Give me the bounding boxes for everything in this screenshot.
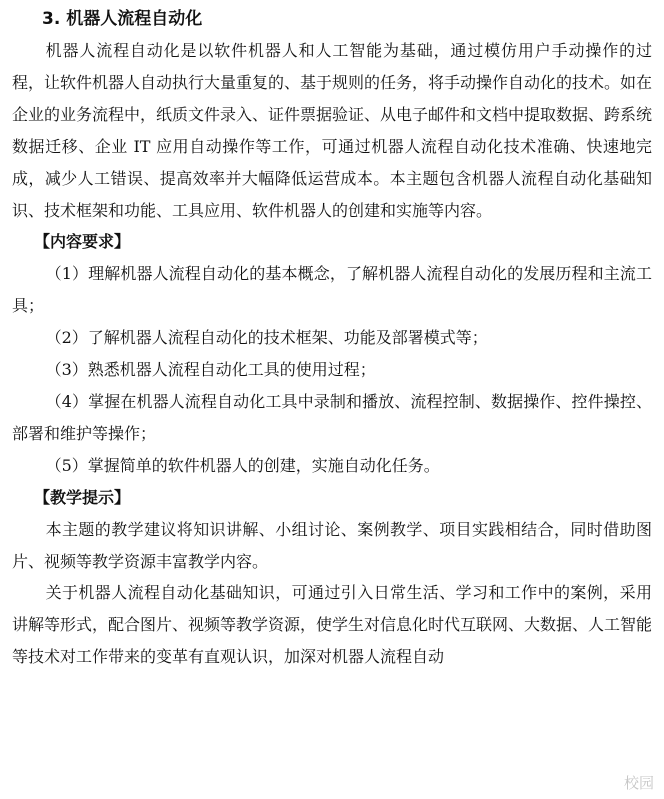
requirement-item-3: （3）熟悉机器人流程自动化工具的使用过程； xyxy=(45,360,376,380)
intro-paragraph: 机器人流程自动化是以软件机器人和人工智能为基础，通过模仿用户手动操作的过程，让软件机器人自动执行大量重复的、基于规则的任务，将手动操作自动化的技术。如在企业的业务流程中，纸质文件录入、证件票据验证、从电子邮件和文档中提取数据、跨系统数据迁移、企业 IT 应用自动操作等工作，可通过机器人流程自动化技术准确、快速地完成，减少人工错误、提高效率并大幅降低运营成本。本主题包含机器人流程自动化基础知识、技术框架和功能、工具应用、软件机器人的创建和实施等内容。 xyxy=(12,41,653,220)
requirements-title: 【内容要求】 xyxy=(34,232,131,252)
tips-paragraph-2: 关于机器人流程自动化基础知识，可通过引入日常生活、学习和工作中的案例，采用讲解等形式，配合图片、视频等教学资源，使学生对信息化时代互联网、大数据、人工智能等技术对工作带来的变革有直观认识，加深对机器人流程自动 xyxy=(12,583,653,667)
requirement-item-5: （5）掌握简单的软件机器人的创建，实施自动化任务。 xyxy=(45,455,440,475)
section-heading: 3. 机器人流程自动化 xyxy=(42,9,203,29)
requirement-item-1: （1）理解机器人流程自动化的基本概念，了解机器人流程自动化的发展历程和主流工具； xyxy=(12,264,652,316)
requirement-item-4: （4）掌握在机器人流程自动化工具中录制和播放、流程控制、数据操作、控件操控、部署和维护等操作； xyxy=(12,391,652,443)
requirement-item-2: （2）了解机器人流程自动化的技术框架、功能及部署模式等； xyxy=(45,328,488,348)
tips-title: 【教学提示】 xyxy=(34,487,131,507)
watermark: 校园 xyxy=(623,774,654,792)
tips-paragraph-1: 本主题的教学建议将知识讲解、小组讨论、案例教学、项目实践相结合，同时借助图片、视频等教学资源丰富教学内容。 xyxy=(12,519,652,571)
